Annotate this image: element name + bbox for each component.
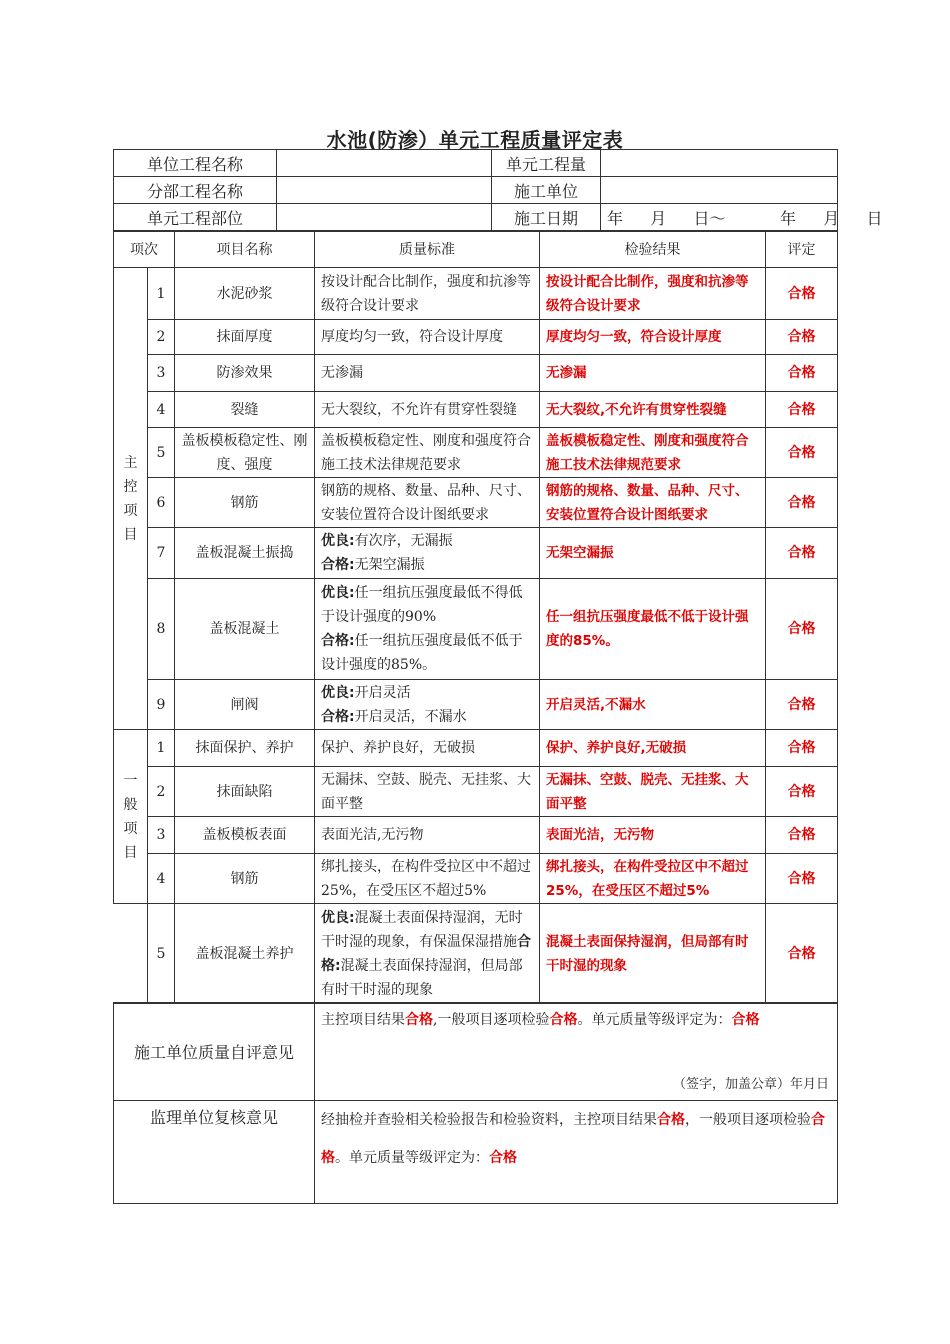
column-header-inspection-result: 检验结果 bbox=[540, 232, 766, 268]
item-name: 抹面缺陷 bbox=[175, 767, 315, 817]
inspection-result: 表面光洁，无污物 bbox=[540, 817, 766, 854]
item-name: 钢筋 bbox=[175, 478, 315, 528]
item-name: 抹面保护、养护 bbox=[175, 730, 315, 767]
quality-standard: 厚度均匀一致，符合设计厚度 bbox=[315, 320, 540, 355]
column-header-item-name: 项目名称 bbox=[175, 232, 315, 268]
inspection-result: 绑扎接头，在构件受拉区中不超过25%，在受压区不超过5% bbox=[540, 854, 766, 904]
rating: 合格 bbox=[766, 579, 838, 680]
item-name: 盖板模板表面 bbox=[175, 817, 315, 854]
pass-label: 合格: bbox=[321, 708, 355, 725]
main-control-result: 合格 bbox=[405, 1012, 433, 1028]
item-no: 2 bbox=[148, 767, 175, 817]
column-header-quality-standard: 质量标准 bbox=[315, 232, 540, 268]
inspection-result: 无架空漏振 bbox=[540, 528, 766, 579]
general-group-label: 一 般 项 目 bbox=[114, 730, 148, 904]
contractor-field[interactable] bbox=[601, 177, 838, 204]
quality-standard: 绑扎接头，在构件受拉区中不超过25%，在受压区不超过5% bbox=[315, 854, 540, 904]
item-no: 4 bbox=[148, 854, 175, 904]
rating: 合格 bbox=[766, 320, 838, 355]
quality-grade: 合格 bbox=[731, 1012, 760, 1028]
item-no: 1 bbox=[148, 268, 175, 320]
element-location-field[interactable] bbox=[277, 204, 492, 231]
header-table bbox=[113, 149, 883, 231]
rating: 合格 bbox=[766, 730, 838, 767]
table-row bbox=[114, 392, 838, 428]
quality-standard: 无渗漏 bbox=[315, 355, 540, 392]
rating: 合格 bbox=[766, 428, 838, 478]
division-project-name-label: 分部工程名称 bbox=[114, 177, 277, 204]
inspection-result: 盖板模板稳定性、刚度和强度符合施工技术法律规范要求 bbox=[540, 428, 766, 478]
table-row bbox=[114, 680, 838, 730]
main-control-group-label: 主 控 项 目 bbox=[114, 268, 148, 730]
rating: 合格 bbox=[766, 854, 838, 904]
inspection-result: 无渗漏 bbox=[540, 355, 766, 392]
quality-grade: 合格 bbox=[489, 1150, 517, 1166]
division-project-name-field[interactable] bbox=[277, 177, 492, 204]
item-no: 7 bbox=[148, 528, 175, 579]
construction-date-label: 施工日期 bbox=[492, 204, 601, 231]
column-header-rating: 评定 bbox=[766, 232, 838, 268]
inspection-result: 无漏抹、空鼓、脱壳、无挂浆、大面平整 bbox=[540, 767, 766, 817]
item-no: 6 bbox=[148, 478, 175, 528]
item-no: 1 bbox=[148, 730, 175, 767]
item-no: 5 bbox=[148, 904, 175, 1004]
table-row bbox=[114, 730, 838, 767]
inspection-result: 厚度均匀一致，符合设计厚度 bbox=[540, 320, 766, 355]
item-name: 盖板混凝土养护 bbox=[175, 904, 315, 1004]
table-row bbox=[114, 579, 838, 680]
item-no: 5 bbox=[148, 428, 175, 478]
item-no: 4 bbox=[148, 392, 175, 428]
rating: 合格 bbox=[766, 392, 838, 428]
item-name: 钢筋 bbox=[175, 854, 315, 904]
table-row bbox=[114, 904, 838, 1004]
item-no: 3 bbox=[148, 355, 175, 392]
general-result: 合格 bbox=[549, 1012, 578, 1028]
quality-standard: 优良:混凝土表面保持湿润，无时干时湿的现象，有保温保湿措施合格:混凝土表面保持湿润，但局部有时干时湿的现象 bbox=[315, 904, 540, 1004]
unit-project-name-field[interactable] bbox=[277, 150, 492, 177]
excellent-label: 优良: bbox=[321, 909, 355, 926]
rating: 合格 bbox=[766, 817, 838, 854]
form-title: 水池(防渗）单元工程质量评定表 bbox=[326, 128, 624, 152]
quality-standard: 钢筋的规格、数量、品种、尺寸、安装位置符合设计图纸要求 bbox=[315, 478, 540, 528]
group-spacer bbox=[114, 904, 148, 1004]
item-no: 3 bbox=[148, 817, 175, 854]
inspection-result: 任一组抗压强度最低不低于设计强度的85%。 bbox=[540, 579, 766, 680]
inspection-table bbox=[113, 231, 838, 1004]
rating: 合格 bbox=[766, 528, 838, 579]
element-quantity-label: 单元工程量 bbox=[492, 150, 601, 177]
item-no: 8 bbox=[148, 579, 175, 680]
item-no: 9 bbox=[148, 680, 175, 730]
general-result: 合格 bbox=[321, 1112, 825, 1166]
quality-standard: 按设计配合比制作，强度和抗渗等级符合设计要求 bbox=[315, 268, 540, 320]
pass-label: 合格: bbox=[321, 933, 531, 974]
rating: 合格 bbox=[766, 680, 838, 730]
pass-label: 合格: bbox=[321, 633, 355, 649]
inspection-result: 保护、养护良好,无破损 bbox=[540, 730, 766, 767]
quality-standard: 优良:有次序，无漏振 合格:无架空漏振 bbox=[315, 528, 540, 579]
excellent-label: 优良: bbox=[321, 585, 355, 601]
quality-standard: 无漏抹、空鼓、脱壳、无挂浆、大面平整 bbox=[315, 767, 540, 817]
excellent-label: 优良: bbox=[321, 684, 355, 701]
main-control-result: 合格 bbox=[657, 1112, 685, 1128]
table-row bbox=[114, 854, 838, 904]
self-assessment-label: 施工单位质量自评意见 bbox=[114, 1003, 315, 1101]
table-row bbox=[114, 478, 838, 528]
item-name: 防渗效果 bbox=[175, 355, 315, 392]
item-name: 盖板混凝土 bbox=[175, 579, 315, 680]
inspection-result: 无大裂纹,不允许有贯穿性裂缝 bbox=[540, 392, 766, 428]
table-row bbox=[114, 428, 838, 478]
signature-note: （签字，加盖公章）年月日 bbox=[672, 1077, 829, 1092]
supervisor-review-label: 监理单位复核意见 bbox=[114, 1101, 315, 1204]
table-row bbox=[114, 355, 838, 392]
rating: 合格 bbox=[766, 904, 838, 1004]
rating: 合格 bbox=[766, 478, 838, 528]
rating: 合格 bbox=[766, 268, 838, 320]
quality-standard: 盖板模板稳定性、刚度和强度符合施工技术法律规范要求 bbox=[315, 428, 540, 478]
inspection-result: 混凝土表面保持湿润，但局部有时干时湿的现象 bbox=[540, 904, 766, 1004]
rating: 合格 bbox=[766, 355, 838, 392]
item-name: 水泥砂浆 bbox=[175, 268, 315, 320]
element-quantity-field[interactable] bbox=[601, 150, 838, 177]
self-assessment-field[interactable]: 主控项目结果合格,一般项目逐项检验合格。单元质量等级评定为：合格 （签字，加盖公章）年月日 bbox=[315, 1003, 838, 1101]
item-name: 盖板模板稳定性、刚度、强度 bbox=[175, 428, 315, 478]
excellent-label: 优良: bbox=[321, 533, 355, 549]
quality-standard: 保护、养护良好，无破损 bbox=[315, 730, 540, 767]
table-row bbox=[114, 817, 838, 854]
table-row bbox=[114, 528, 838, 579]
quality-standard: 优良:开启灵活 合格:开启灵活，不漏水 bbox=[315, 680, 540, 730]
item-no: 2 bbox=[148, 320, 175, 355]
inspection-result: 钢筋的规格、数量、品种、尺寸、安装位置符合设计图纸要求 bbox=[540, 478, 766, 528]
inspection-result: 开启灵活,不漏水 bbox=[540, 680, 766, 730]
unit-project-name-label: 单位工程名称 bbox=[114, 150, 277, 177]
item-name: 闸阀 bbox=[175, 680, 315, 730]
item-name: 裂缝 bbox=[175, 392, 315, 428]
table-row bbox=[114, 320, 838, 355]
quality-standard: 优良:任一组抗压强度最低不得低于设计强度的90% 合格:任一组抗压强度最低不低于设计强度的85%。 bbox=[315, 579, 540, 680]
table-row bbox=[114, 767, 838, 817]
item-name: 抹面厚度 bbox=[175, 320, 315, 355]
contractor-label: 施工单位 bbox=[492, 177, 601, 204]
opinions-table bbox=[113, 1002, 838, 1204]
quality-standard: 表面光洁,无污物 bbox=[315, 817, 540, 854]
pass-label: 合格: bbox=[321, 557, 355, 573]
column-header-item-no: 项次 bbox=[114, 232, 175, 268]
table-row bbox=[114, 268, 838, 320]
element-location-label: 单元工程部位 bbox=[114, 204, 277, 231]
inspection-result: 按设计配合比制作，强度和抗渗等级符合设计要求 bbox=[540, 268, 766, 320]
item-name: 盖板混凝土振捣 bbox=[175, 528, 315, 579]
supervisor-review-field[interactable]: 经抽检并查验相关检验报告和检验资料，主控项目结果合格，一般项目逐项检验合格。单元质量等级评定为：合格 bbox=[315, 1101, 838, 1204]
construction-date-field[interactable]: 年 月 日～ 年 月 日 bbox=[601, 204, 838, 231]
rating: 合格 bbox=[766, 767, 838, 817]
quality-standard: 无大裂纹，不允许有贯穿性裂缝 bbox=[315, 392, 540, 428]
